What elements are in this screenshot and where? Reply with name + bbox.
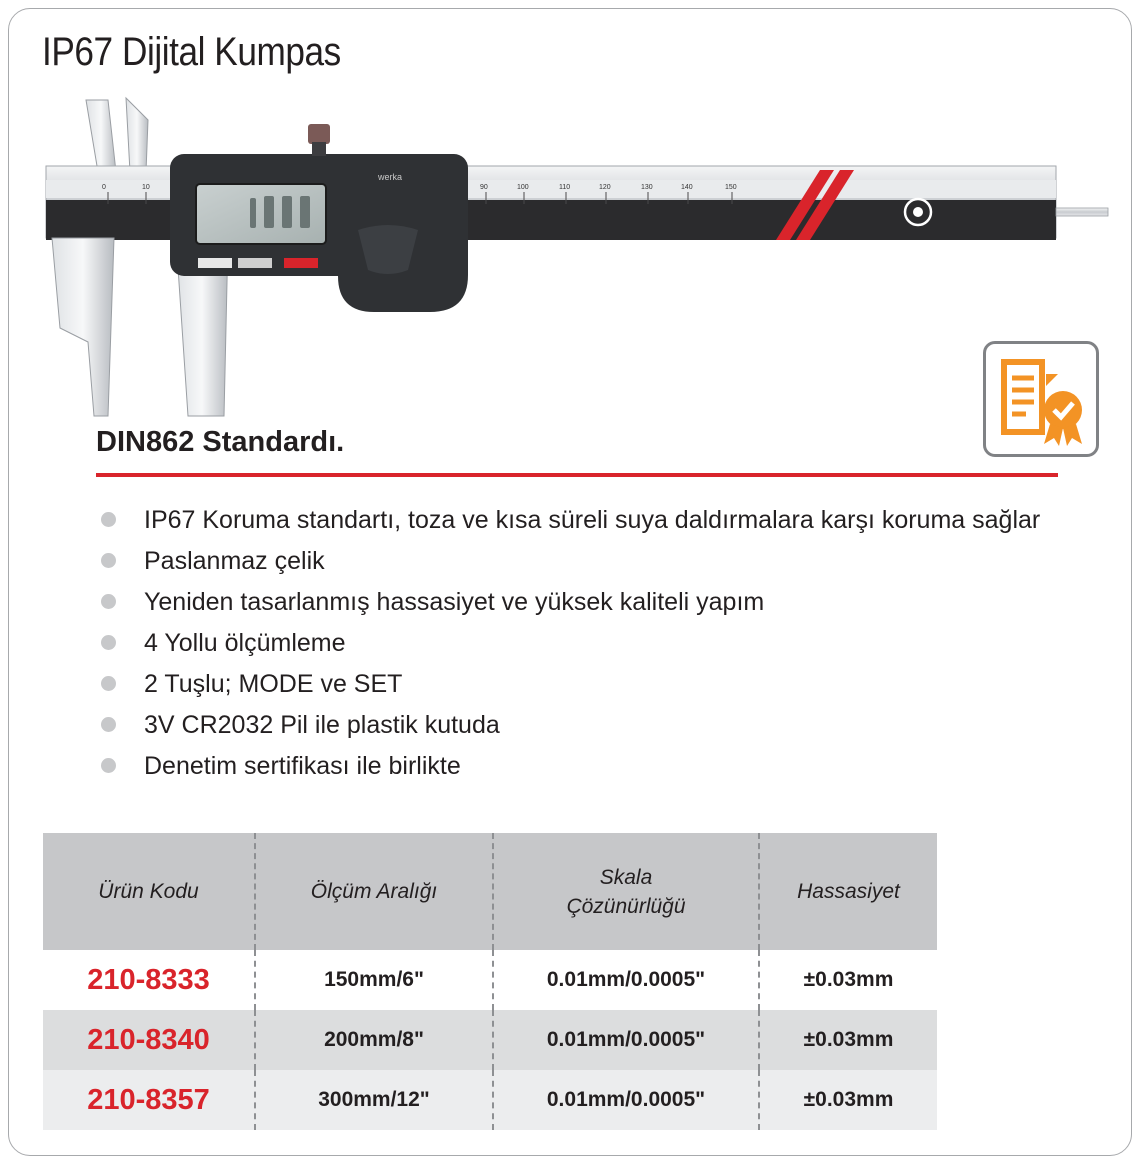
spec-table [43,833,937,1130]
scale-tick-label: 110 [559,184,571,191]
product-code-cell: 210-8333 [43,950,255,1010]
list-item [96,500,1056,541]
accent-divider [96,473,1058,477]
feature-text: 4 Yollu ölçümleme [144,629,346,657]
feature-text: IP67 Koruma standartı, toza ve kısa süreli suya daldırmalara karşı koruma sağlar [144,506,1041,534]
bullet-icon [101,512,116,527]
resolution-cell: 0.01mm/0.0005" [493,1010,759,1070]
column-header-accuracy: Hassasiyet [759,833,937,950]
range-cell: 150mm/6" [255,950,493,1010]
range-cell: 200mm/8" [255,1010,493,1070]
resolution-cell: 0.01mm/0.0005" [493,1070,759,1130]
feature-text: 2 Tuşlu; MODE ve SET [144,670,403,698]
list-item [96,582,1056,623]
feature-list [96,500,1056,787]
bullet-icon [101,676,116,691]
accuracy-cell: ±0.03mm [759,1070,937,1130]
bullet-icon [101,594,116,609]
bullet-icon [101,553,116,568]
standard-heading: DIN862 Standardı. [96,426,345,458]
table-row [43,1070,937,1130]
column-header-product-code: Ürün Kodu [43,833,255,950]
feature-text: Yeniden tasarlanmış hassasiyet ve yüksek kaliteli yapım [144,588,765,616]
range-cell: 300mm/12" [255,1070,493,1130]
list-item [96,541,1056,582]
scale-tick-label: 140 [681,184,693,191]
scale-tick-label: 120 [599,184,611,191]
bullet-icon [101,758,116,773]
product-code-cell: 210-8357 [43,1070,255,1130]
product-code-cell: 210-8340 [43,1010,255,1070]
scale-tick-label: 100 [517,184,529,191]
bullet-icon [101,717,116,732]
page-title: IP67 Dijital Kumpas [42,30,341,74]
list-item [96,664,1056,705]
list-item [96,705,1056,746]
column-header-resolution [493,833,759,950]
scale-tick-label: 150 [725,184,737,191]
resolution-header-text: Skala Çözünürlüğü [566,865,686,918]
feature-text: Denetim sertifikası ile birlikte [144,752,461,780]
scale-tick-label: 0 [102,184,106,191]
brand-label: werka [378,172,403,182]
bullet-icon [101,635,116,650]
scale-tick-label: 90 [480,184,488,191]
certificate-icon [983,341,1099,457]
caliper-image [38,80,1118,430]
column-header-range: Ölçüm Aralığı [255,833,493,950]
scale-tick-label: 10 [142,184,150,191]
feature-text: Paslanmaz çelik [144,547,325,575]
table-row [43,950,937,1010]
scale-tick-label: 130 [641,184,653,191]
table-header-row [43,833,937,950]
feature-text: 3V CR2032 Pil ile plastik kutuda [144,711,500,739]
accuracy-cell: ±0.03mm [759,950,937,1010]
accuracy-cell: ±0.03mm [759,1010,937,1070]
list-item [96,623,1056,664]
resolution-cell: 0.01mm/0.0005" [493,950,759,1010]
list-item [96,746,1056,787]
table-row [43,1010,937,1070]
